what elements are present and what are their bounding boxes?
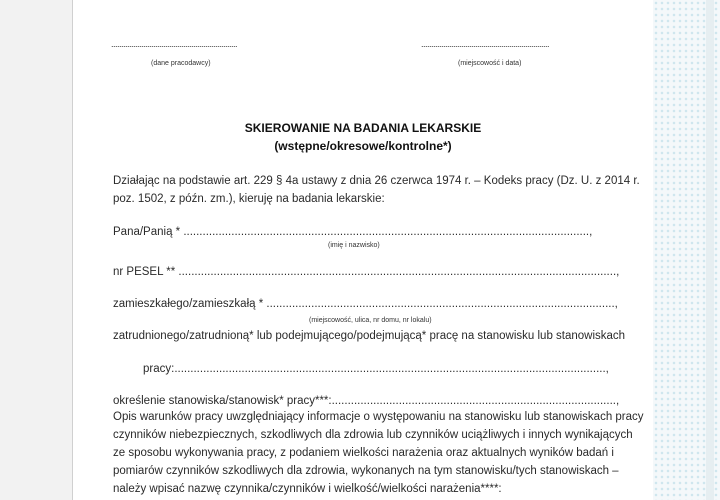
description-line-3: ze sposobu wykonywania pracy, z podaniem wielkości narażenia oraz aktualnych wyników badań i (113, 447, 614, 459)
document-page (72, 0, 654, 500)
intro-line-2: poz. 1502, z późn. zm.), kieruję na badania lekarskie: (113, 193, 385, 205)
document-title: SKIEROWANIE NA BADANIA LEKARSKIE (244, 121, 482, 135)
description-line-1: Opis warunków pracy uwzględniający informacje o występowaniu na stanowisku lub stanowiskach pracy (113, 411, 644, 423)
intro-line-1: Działając na podstawie art. 229 § 4a ustawy z dnia 26 czerwca 1974 r. – Kodeks pracy (Dz. U. z 2014 r. (113, 175, 640, 187)
description-line-2: czynników niebezpiecznych, szkodliwych dla zdrowia lub czynników uciążliwych i innych wynikających (113, 429, 633, 441)
place-dots: ................................................................ (421, 39, 550, 49)
address-field[interactable]: zamieszkałego/zamieszkałą * ............................................................................................................., (113, 298, 618, 310)
name-field[interactable]: Pana/Panią * ..............................................................................................................................., (113, 226, 593, 238)
position-field[interactable]: określenie stanowiska/stanowisk* pracy***:........................................................................................., (113, 395, 620, 407)
employed-line: zatrudnionego/zatrudnioną* lub podejmującego/podejmującą* pracę na stanowisku lub stanowiskach (113, 330, 626, 342)
employer-label: (dane pracodawcy) (151, 60, 211, 67)
employer-dots: ............................................................... (111, 39, 238, 49)
work-field[interactable]: pracy:......................................................................................................................................., (143, 363, 609, 375)
vertical-scrollbar[interactable] (706, 0, 714, 500)
place-label: (miejscowość i data) (458, 60, 522, 67)
pesel-field[interactable]: nr PESEL ** ........................................................................................................................................., (113, 266, 620, 278)
name-sublabel: (imię i nazwisko) (328, 242, 380, 249)
description-line-4: pomiarów czynników szkodliwych dla zdrowia, wykonanych na tym stanowisku/tych stanowiskach – (113, 465, 619, 477)
address-sublabel: (miejscowość, ulica, nr domu, nr lokalu) (309, 317, 432, 324)
viewer-left-margin (0, 0, 72, 500)
document-subtitle: (wstępne/okresowe/kontrolne*) (274, 139, 452, 153)
description-line-5: należy wpisać nazwę czynnika/czynników i wielkość/wielkości narażenia****: (113, 483, 502, 495)
